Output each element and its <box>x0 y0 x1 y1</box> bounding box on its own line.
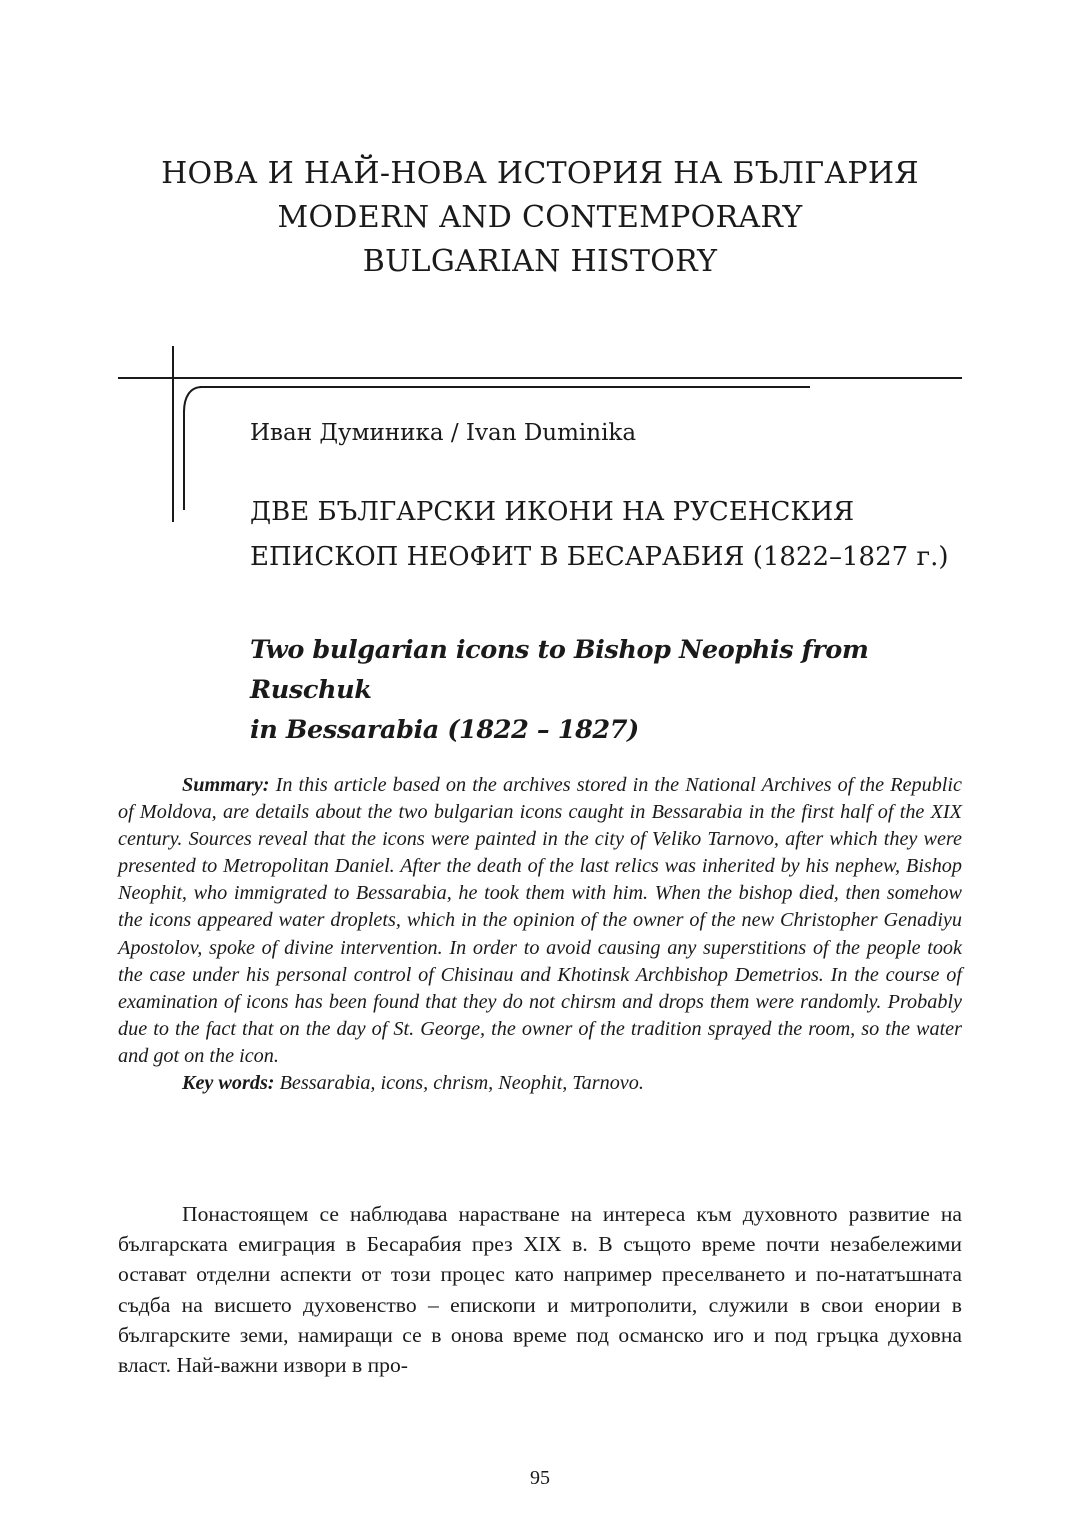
frame-corner-curve <box>180 383 204 413</box>
author-line: Иван Думиника / Ivan Duminika <box>250 420 637 446</box>
vertical-rule-outer <box>172 346 174 522</box>
horizontal-rule-inner <box>200 386 810 388</box>
section-title-en-line1: MODERN AND CONTEMPORARY <box>277 200 803 235</box>
section-title-en-line2: BULGARIAN HISTORY <box>362 244 718 279</box>
article-title-bg <box>250 490 970 580</box>
article-title-en-line2: in Bessarabia (1822 – 1827) <box>250 715 639 745</box>
summary-label: Summary: <box>182 774 270 796</box>
article-title-en <box>250 630 980 750</box>
keywords-paragraph <box>118 1070 962 1097</box>
article-title-bg-line1: ДВЕ БЪЛГАРСКИ ИКОНИ НА РУСЕНСКИЯ <box>250 497 855 527</box>
summary-block <box>118 772 962 1097</box>
keywords-text: Bessarabia, icons, chrism, Neophit, Tarnovo. <box>274 1072 644 1095</box>
summary-text: In this article based on the archives stored in the National Archives of the Republic of Moldova, are details about the two bulgarian icons caught in Bessarabia in the first half of the XIX century. Sources reveal that the icons were painted in the city of Veliko Tarnovo, after which they were presented to Metropolitan Daniel. After the death of the last relics was inherited by his nephew, Bishop Neophit, who immigrated to Bessarabia, he took them with him. When the bishop died, then somehow the icons appeared water droplets, which in the opinion of the owner of the new Christopher Genadiyu Apostolov, spoke of divine intervention. In order to avoid causing any superstitions of the people took the case under his personal control of Chisinau and Khotinsk Archbishop Demetrios. In the course of examination of icons has been found that they do not chirsm and drops them were randomly. Probably due to the fact that on the day of St. George, the owner of the tradition sprayed the room, so the water and got on the icon. <box>118 774 962 1067</box>
horizontal-rule-top <box>118 377 962 379</box>
page-number: 95 <box>530 1467 550 1489</box>
article-title-en-line1: Two bulgarian icons to Bishop Neophis from Ruschuk <box>250 635 869 705</box>
body-text <box>118 1199 962 1380</box>
body-paragraph: Понастоящем се наблюдава нарастване на интереса към духовното развитие на българската емиграция в Бесарабия през XIX в. В същото време почти незабележими остават отделни аспекти от този процес като например преселването и по-нататъшната съдба на висшето духовенство – епископи и митрополити, служили в свои енории в българските земи, намиращи се в онова време под османско иго и под гръцка духовна власт. Най-важни извори в про- <box>118 1202 962 1378</box>
summary-paragraph <box>118 772 962 1070</box>
section-heading <box>100 152 980 284</box>
vertical-rule-inner <box>183 410 185 510</box>
article-title-bg-line2: ЕПИСКОП НЕОФИТ В БЕСАРАБИЯ (1822–1827 г.) <box>250 542 949 572</box>
keywords-label: Key words: <box>182 1072 275 1095</box>
section-title-bg: НОВА И НАЙ-НОВА ИСТОРИЯ НА БЪЛГАРИЯ <box>161 156 919 191</box>
